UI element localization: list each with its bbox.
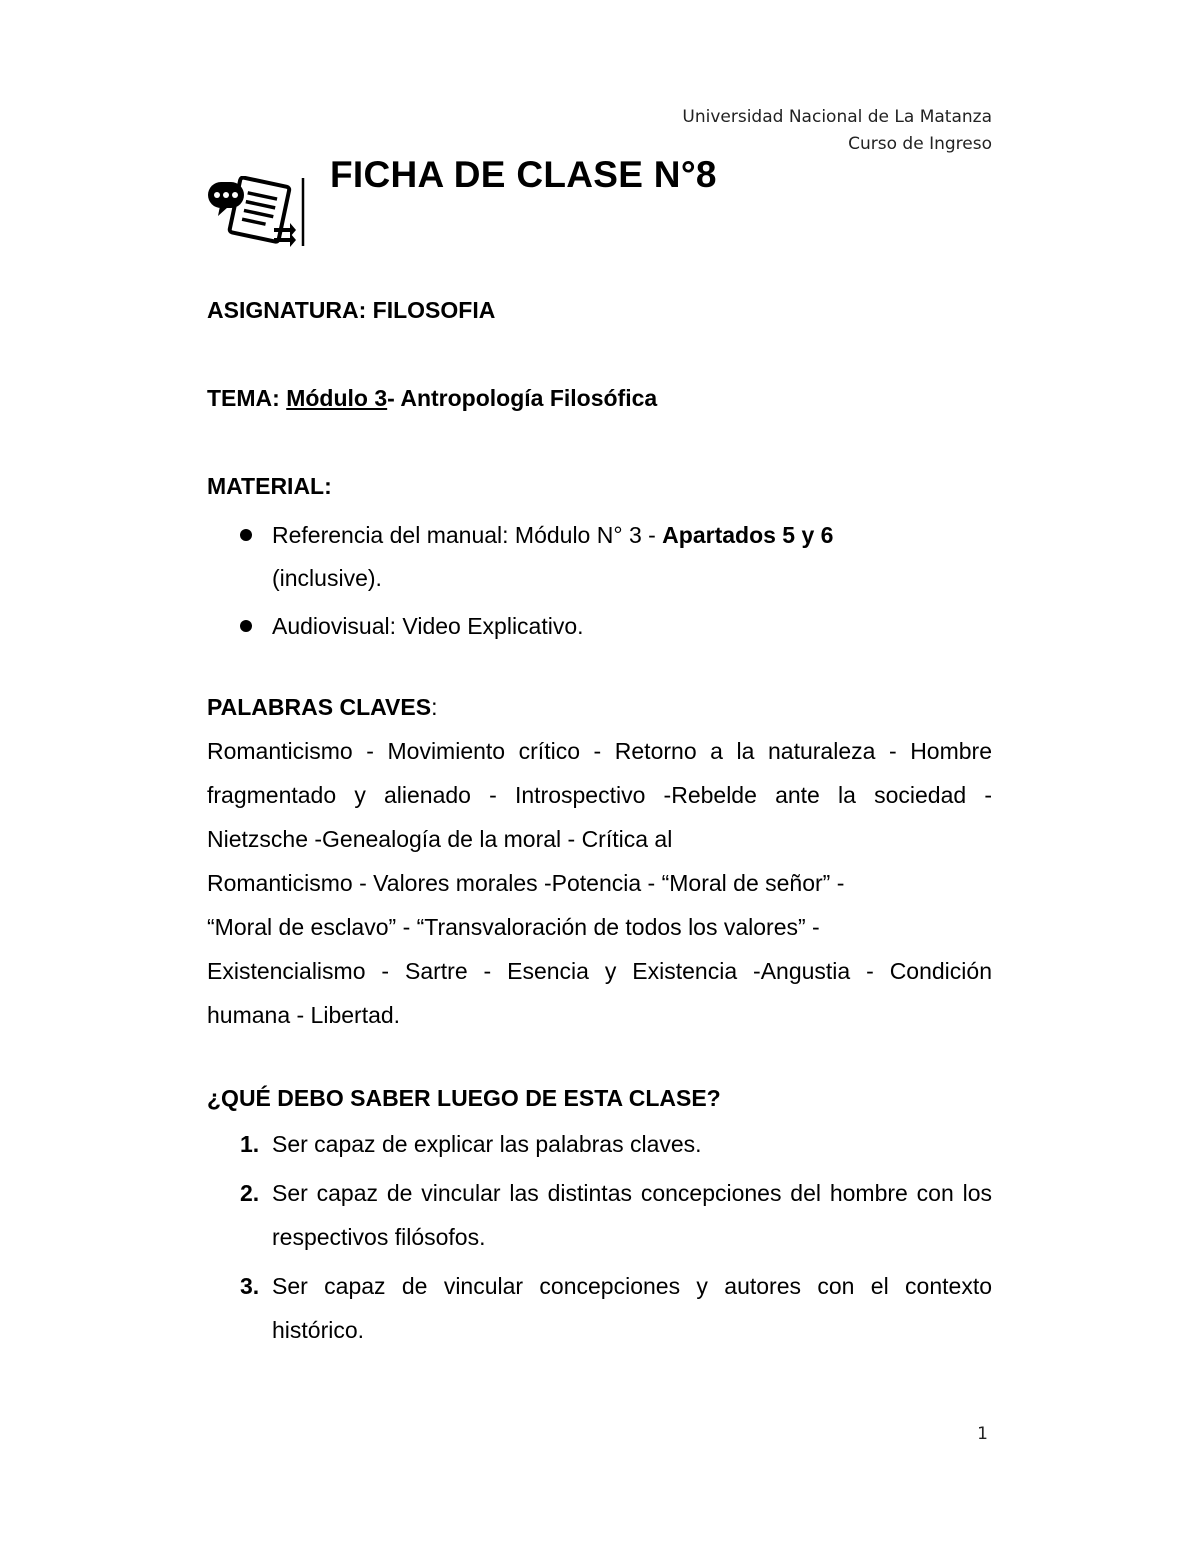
institution-name: Universidad Nacional de La Matanza — [682, 107, 992, 127]
material-heading: MATERIAL: — [207, 473, 332, 499]
keywords-paragraph: Romanticismo - Movimiento crítico - Retorno a la naturaleza - Hombre fragmentado y alienado - Introspectivo -Rebelde ante la sociedad - Nietzsche -Genealogía de la moral - Crítica al — [207, 738, 992, 852]
objectives-list — [207, 1122, 992, 1352]
bullet-icon — [240, 529, 252, 541]
material-manual-text: Referencia del manual: Módulo N° 3 - — [272, 522, 663, 548]
list-item — [207, 1264, 992, 1352]
keywords-paragraph: “Moral de esclavo” - “Transvaloración de todos los valores” - — [207, 914, 820, 940]
material-list — [207, 514, 992, 648]
objective-text: Ser capaz de explicar las palabras claves. — [272, 1131, 702, 1157]
item-number: 2. — [240, 1180, 260, 1206]
page-number: 1 — [977, 1424, 988, 1444]
material-manual-sections: Apartados 5 y 6 — [662, 522, 834, 548]
course-name: Curso de Ingreso — [848, 134, 992, 154]
keywords-paragraph: Existencialismo - Sartre - Esencia y Existencia -Angustia - Condición humana - Libertad. — [207, 958, 992, 1028]
item-number: 1. — [240, 1131, 260, 1157]
keywords-paragraph: Romanticismo - Valores morales -Potencia - “Moral de señor” - — [207, 870, 845, 896]
keywords-heading — [207, 691, 992, 723]
item-number: 3. — [240, 1273, 260, 1299]
topic-label: TEMA: — [207, 385, 287, 411]
list-item — [207, 514, 992, 600]
material-audiovisual-text: Audiovisual: Video Explicativo. — [272, 613, 584, 639]
topic-name: - Antropología Filosófica — [387, 385, 658, 411]
subject-line: ASIGNATURA: FILOSOFIA — [207, 297, 496, 323]
page-title: FICHA DE CLASE N°8 — [330, 154, 717, 195]
keywords-heading-colon: : — [431, 694, 438, 720]
objective-text: Ser capaz de vincular las distintas concepciones del hombre con los respectivos filósofos. — [272, 1180, 992, 1250]
material-manual-note: (inclusive). — [272, 565, 382, 591]
keywords-heading-text: PALABRAS CLAVES — [207, 694, 432, 720]
document-body — [207, 294, 992, 1352]
list-item — [207, 1171, 992, 1259]
document-header — [682, 104, 992, 158]
keywords-text — [207, 729, 992, 1037]
class-sheet-icon — [206, 176, 306, 248]
objective-text: Ser capaz de vincular concepciones y autores con el contexto histórico. — [272, 1273, 992, 1343]
topic-module: Módulo 3 — [286, 385, 388, 411]
objectives-heading: ¿QUÉ DEBO SABER LUEGO DE ESTA CLASE? — [207, 1085, 721, 1111]
list-item — [207, 605, 992, 648]
bullet-icon — [240, 620, 252, 632]
list-item — [207, 1122, 992, 1166]
topic-line — [207, 382, 992, 414]
